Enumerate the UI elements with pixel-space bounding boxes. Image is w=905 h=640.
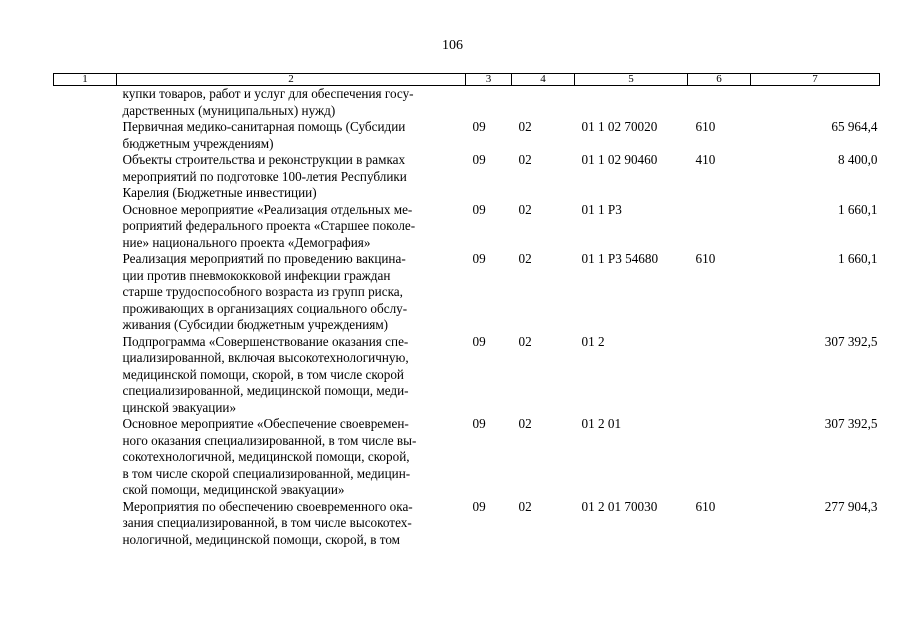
- row-subsection: 02: [518, 498, 532, 514]
- table-row: [54, 499, 880, 549]
- row-name-line: специализированной, медицинской помощи, меди-: [122, 383, 409, 398]
- row-section: 09: [472, 152, 486, 167]
- row-name-line: циализированной, включая высокотехнологичную,: [122, 350, 409, 365]
- row-name-line: сокотехнологичной, медицинской помощи, скорой,: [122, 449, 410, 464]
- row-name-line: нологичной, медицинской помощи, скорой, в том: [122, 531, 401, 547]
- row-expense-type: [688, 202, 751, 252]
- row-expense-type: 610: [695, 498, 716, 514]
- row-amount: 65 964,4: [831, 119, 878, 134]
- row-name: [117, 499, 466, 549]
- row-name-line: Реализация мероприятий по проведению вакцина-: [122, 251, 406, 266]
- row-expense-type: 610: [695, 119, 716, 134]
- row-col-1: [54, 152, 117, 202]
- row-col-1: [54, 119, 117, 152]
- row-name: [117, 86, 466, 120]
- row-name-line: ции против пневмококковой инфекции граждан: [122, 267, 391, 283]
- row-amount: 307 392,5: [824, 333, 878, 349]
- row-subsection: 02: [518, 119, 532, 134]
- row-subsection: [512, 86, 575, 120]
- row-name-line: купки товаров, работ и услуг для обеспечения госу-: [122, 86, 414, 101]
- budget-table: [53, 73, 880, 548]
- row-name-line: проживающих в организациях социального обслу-: [122, 300, 408, 316]
- header-col-3: 3: [466, 74, 512, 86]
- row-section: 09: [472, 416, 486, 431]
- table-row: [54, 152, 880, 202]
- row-expense-type: [688, 86, 751, 120]
- row-name-line: роприятий федерального проекта «Старшее поколе-: [122, 218, 416, 233]
- table-row: [54, 251, 880, 334]
- row-name-line: в том числе скорой специализированной, медицин-: [122, 465, 411, 481]
- header-col-5: 5: [575, 74, 688, 86]
- row-name-line: Мероприятия по обеспечению своевременного ока-: [122, 498, 413, 514]
- row-code: 01 1 02 70020: [581, 119, 658, 134]
- row-name-line: мероприятий по подготовке 100-летия Республики: [122, 168, 407, 184]
- row-amount: [751, 86, 880, 120]
- row-code: 01 1 P3 54680: [581, 251, 659, 266]
- table-row: [54, 86, 880, 120]
- row-name: [117, 152, 466, 202]
- table-row: [54, 202, 880, 252]
- header-col-1: 1: [54, 74, 117, 86]
- row-name: [117, 119, 466, 152]
- row-section: 09: [472, 119, 486, 134]
- row-subsection: 02: [518, 416, 532, 431]
- row-code: [575, 86, 688, 120]
- row-name-line: ного оказания специализированной, в том числе вы-: [122, 432, 417, 448]
- row-col-1: [54, 202, 117, 252]
- row-amount: 1 660,1: [837, 251, 878, 266]
- table-row: [54, 416, 880, 499]
- row-name-line: Объекты строительства и реконструкции в рамках: [122, 152, 406, 167]
- row-name-line: Основное мероприятие «Реализация отдельных ме-: [122, 201, 413, 217]
- row-subsection: 02: [518, 152, 532, 167]
- row-col-1: [54, 86, 117, 120]
- row-name-line: живания (Субсидии бюджетным учреждениям): [122, 317, 389, 332]
- row-name-line: ской помощи, медицинской эвакуации»: [122, 482, 345, 497]
- row-name-line: Основное мероприятие «Обеспечение своевремен-: [122, 416, 409, 431]
- row-expense-type: [688, 416, 751, 499]
- header-col-2: 2: [117, 74, 466, 86]
- row-name-line: Первичная медико-санитарная помощь (Субсидии: [122, 119, 406, 134]
- row-name-line: Карелия (Бюджетные инвестиции): [122, 185, 317, 200]
- row-expense-type: [688, 334, 751, 417]
- row-section: 09: [472, 333, 486, 349]
- row-name-line: цинской эвакуации»: [122, 399, 237, 415]
- header-col-6: 6: [688, 74, 751, 86]
- table-header: [54, 74, 880, 86]
- row-code: 01 2: [581, 333, 605, 349]
- row-section: [466, 86, 512, 120]
- row-col-1: [54, 499, 117, 549]
- row-name-line: дарственных (муниципальных) нужд): [122, 102, 336, 118]
- row-name-line: бюджетным учреждениям): [122, 135, 274, 151]
- row-name: [117, 251, 466, 334]
- row-section: 09: [472, 251, 486, 266]
- row-name: [117, 334, 466, 417]
- row-col-1: [54, 416, 117, 499]
- page-number: 106: [442, 38, 463, 53]
- row-name: [117, 202, 466, 252]
- row-code: 01 2 01: [581, 416, 622, 431]
- row-subsection: 02: [518, 201, 532, 217]
- row-expense-type: 410: [695, 152, 716, 167]
- row-amount: 277 904,3: [824, 498, 878, 514]
- row-name: [117, 416, 466, 499]
- row-name-line: ние» национального проекта «Демография»: [122, 234, 371, 250]
- row-amount: 307 392,5: [824, 416, 878, 431]
- row-col-1: [54, 251, 117, 334]
- row-subsection: 02: [518, 333, 532, 349]
- row-section: 09: [472, 201, 486, 217]
- row-code: 01 1 02 90460: [581, 152, 658, 167]
- table-row: [54, 334, 880, 417]
- row-name-line: старше трудоспособного возраста из групп риска,: [122, 284, 403, 299]
- row-name-line: зания специализированной, в том числе высокотех-: [122, 515, 412, 530]
- table-body: [54, 86, 880, 549]
- row-col-1: [54, 334, 117, 417]
- table-row: [54, 119, 880, 152]
- row-amount: 1 660,1: [837, 201, 878, 217]
- row-expense-type: 610: [695, 251, 716, 266]
- row-name-line: медицинской помощи, скорой, в том числе скорой: [122, 366, 404, 382]
- header-col-7: 7: [751, 74, 880, 86]
- row-section: 09: [472, 498, 486, 514]
- row-code: 01 1 P3: [581, 201, 622, 217]
- header-col-4: 4: [512, 74, 575, 86]
- row-amount: 8 400,0: [837, 152, 878, 167]
- row-code: 01 2 01 70030: [581, 498, 658, 514]
- header-row: [54, 74, 880, 86]
- row-subsection: 02: [518, 251, 532, 266]
- row-name-line: Подпрограмма «Совершенствование оказания спе-: [122, 333, 409, 349]
